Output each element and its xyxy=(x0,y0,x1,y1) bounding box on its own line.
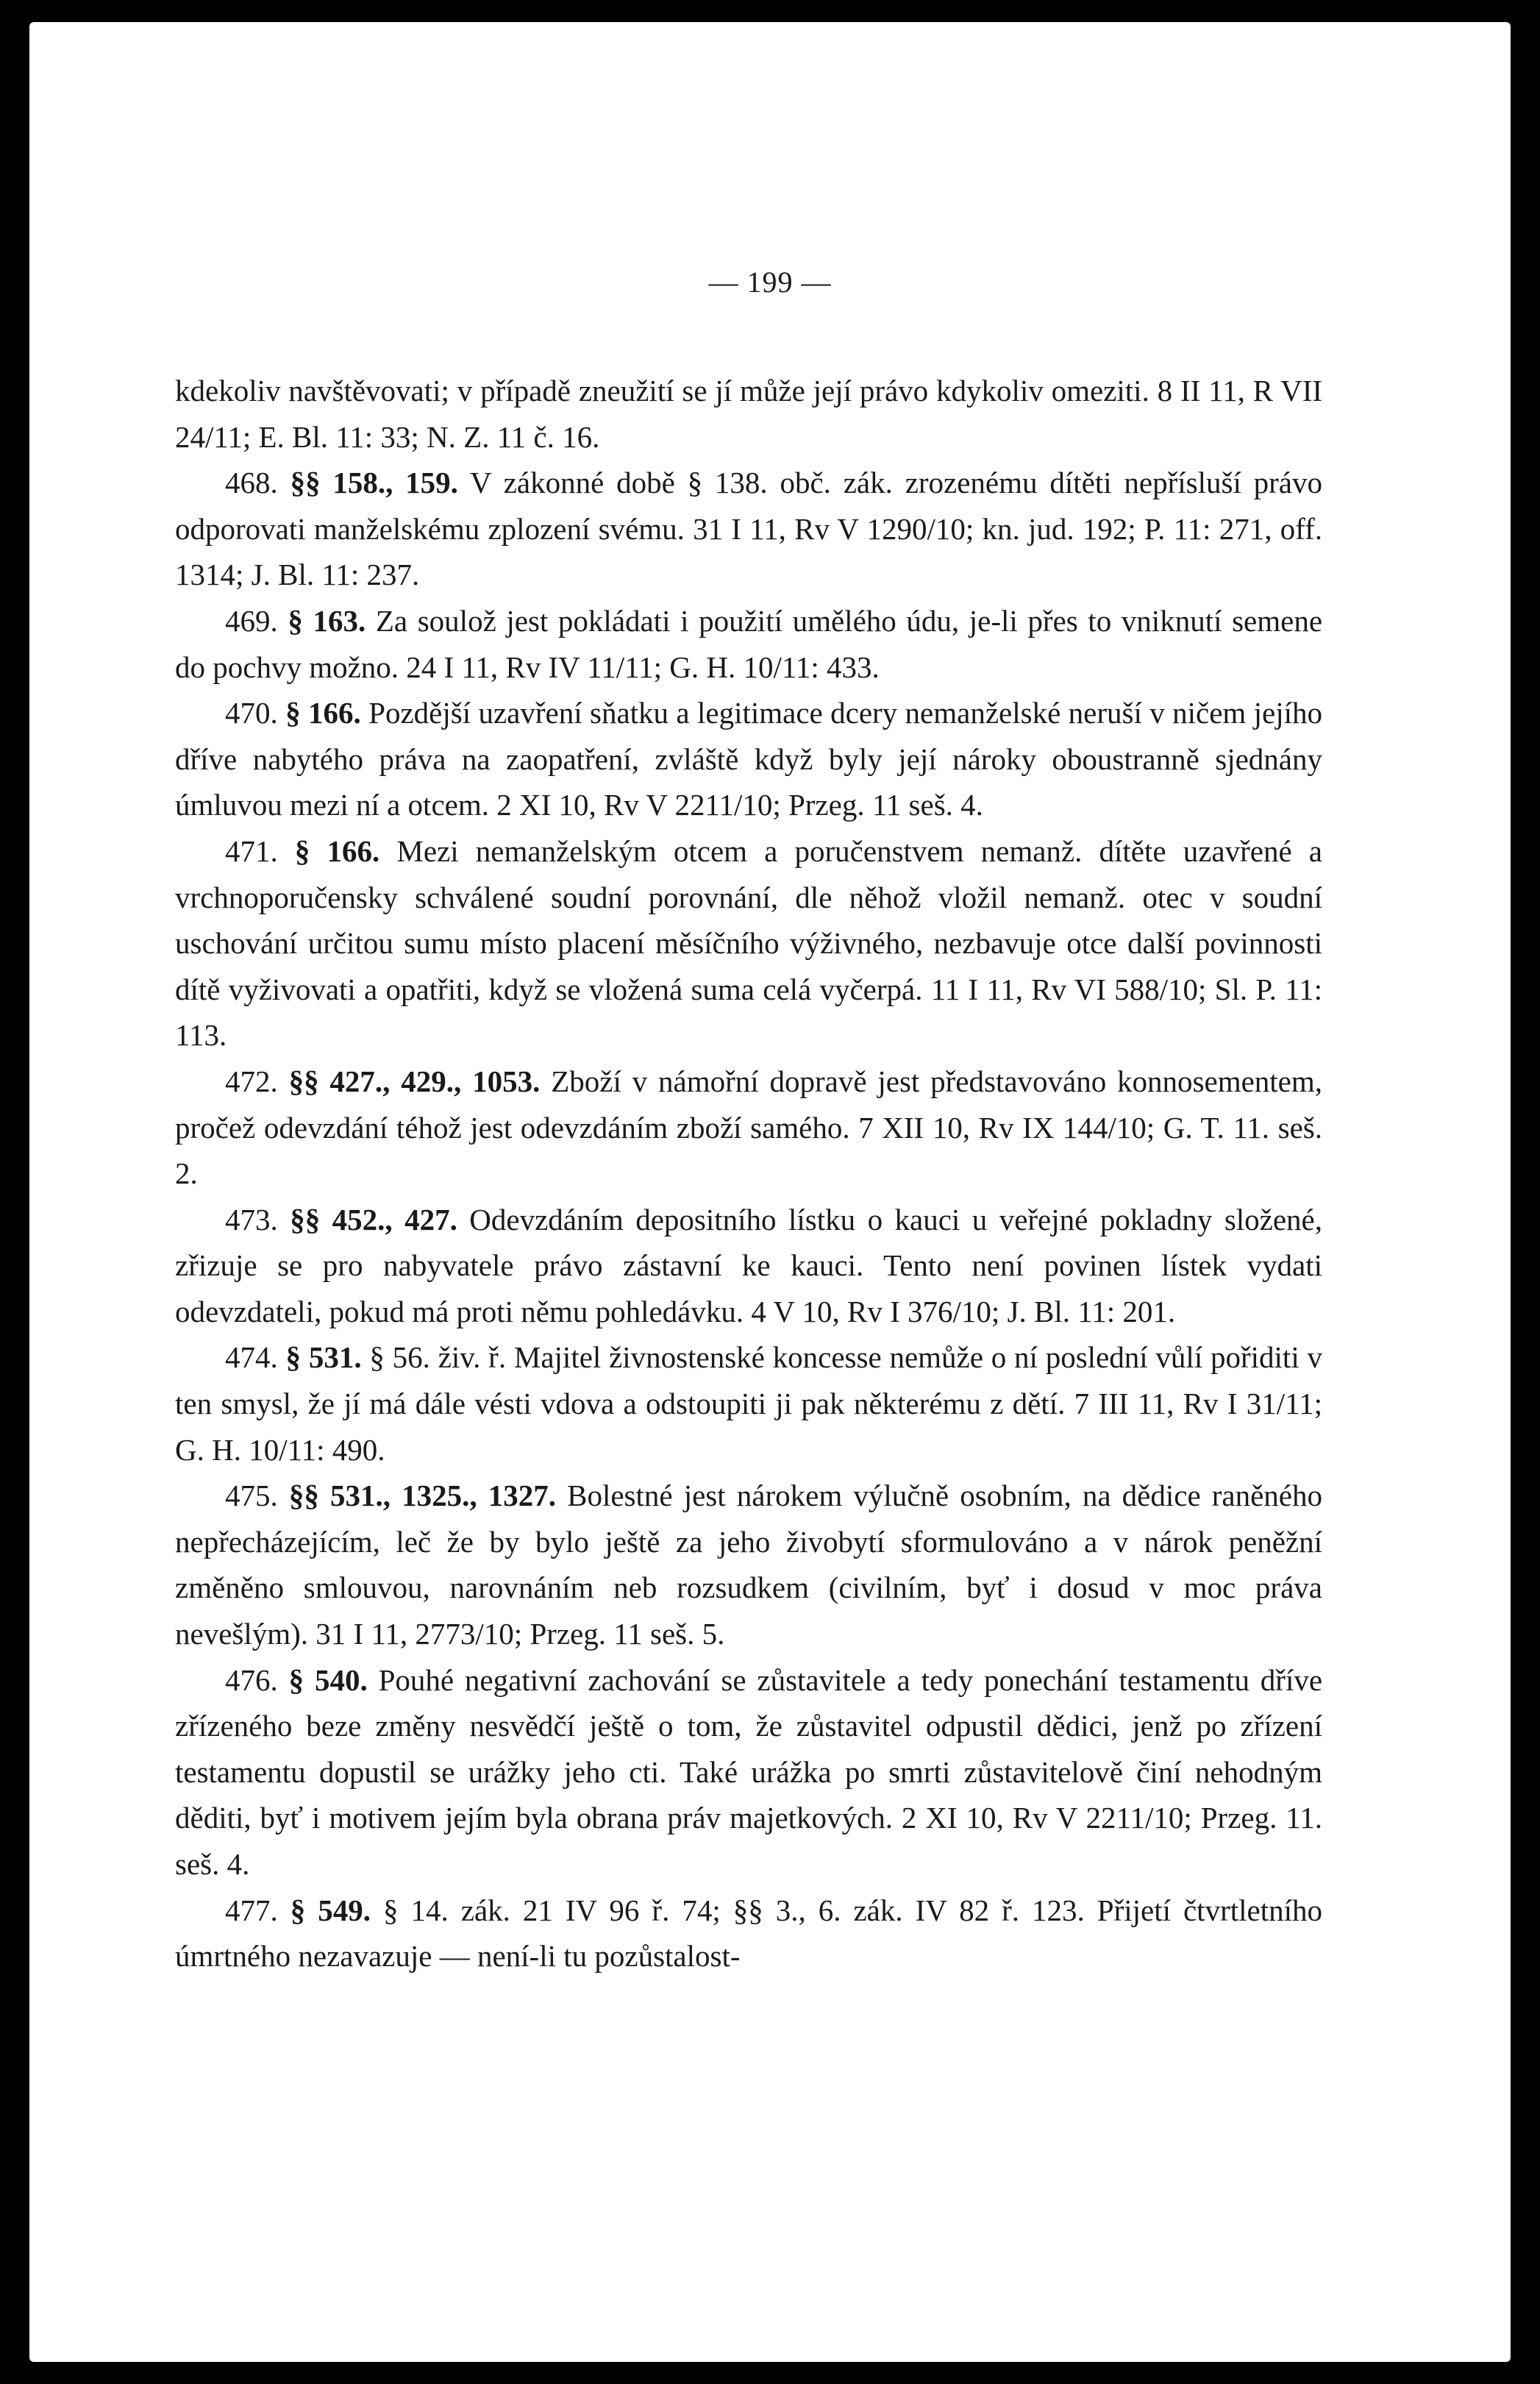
entry-470 xyxy=(175,690,1322,828)
entry-text: § 14. zák. 21 IV 96 ř. 74; §§ 3., 6. zák. IV 82 ř. 123. Přijetí čtvrtletního úmrtného nezavazuje — není-li tu pozůstalost- xyxy=(175,1893,1322,1974)
entry-text: Mezi nemanželským otcem a poručenstvem nemanž. dítěte uzavřené a vrchnoporučensky schválené soudní porovnání, dle něhož vložil nemanž. otec v soudní uschování určitou sumu místo placení měsíčního výživného, nezbavuje otce další povinnosti dítě vyživovati a opatřiti, když se vložená suma celá vyčerpá. 11 I 11, Rv VI 588/10; Sl. P. 11: 113. xyxy=(175,833,1323,1053)
entry-472 xyxy=(175,1058,1322,1197)
entry-number: 469. xyxy=(225,603,278,638)
entry-number: 472. xyxy=(225,1064,278,1098)
entry-text: Pouhé negativní zachování se zůstavitele a tedy ponechání testamentu dříve zřízeného beze změny nesvědčí ještě o tom, že zůstavitel odpustil dědici, jenž po zřízení testamentu dopustil se urážky jeho cti. Také urážka po smrti zůstavitelově činí nehodným děditi, byť i motivem jejím byla obrana práv majetkových. 2 XI 10, Rv V 2211/10; Przeg. 11. seš. 4. xyxy=(175,1662,1323,1881)
entry-sections: § 540. xyxy=(288,1662,368,1697)
continued-paragraph: kdekoliv navštěvovati; v případě zneužití se jí může její právo kdykoliv omeziti. 8 II 11, R VII 24/11; E. Bl. 11: 33; N. Z. 11 č. 16. xyxy=(175,374,1322,454)
text-body xyxy=(175,368,1322,1979)
book-page xyxy=(29,22,1511,2362)
entry-sections: § 531. xyxy=(285,1340,362,1375)
entry-number: 477. xyxy=(225,1893,278,1927)
entry-number: 474. xyxy=(225,1340,278,1375)
entry-text: Zboží v námořní dopravě jest představováno konnosementem, pročež odevzdání téhož jest odevzdáním zboží samého. 7 XII 10, Rv IX 144/10; G. T. 11. seš. 2. xyxy=(175,1064,1323,1191)
entry-sections: §§ 158., 159. xyxy=(290,466,458,500)
entry-sections: § 549. xyxy=(290,1893,371,1927)
entry-473 xyxy=(175,1197,1322,1335)
entry-sections: § 166. xyxy=(285,696,361,730)
entry-474 xyxy=(175,1334,1322,1473)
entry-sections: §§ 452., 427. xyxy=(290,1202,457,1237)
page-number: — 199 — xyxy=(708,266,832,299)
entry-text: Pozdější uzavření sňatku a legitimace dcery nemanželské neruší v ničem jejího dříve nabytého práva na zaopatření, zvláště když byly její nároky oboustranně sjednány úmluvou mezi ní a otcem. 2 XI 10, Rv V 2211/10; Przeg. 11 seš. 4. xyxy=(175,696,1323,822)
entry-number: 468. xyxy=(225,466,278,500)
entry-text: Odevzdáním depositního lístku o kauci u veřejné pokladny složené, zřizuje se pro nabyvatele právo zástavní ke kauci. Tento není povinen lístek vydati odevzdateli, pokud má proti němu pohledávku. 4 V 10, Rv I 376/10; J. Bl. 11: 201. xyxy=(175,1202,1323,1328)
entry-sections: §§ 531., 1325., 1327. xyxy=(288,1479,556,1513)
entry-477 xyxy=(175,1887,1322,1979)
entry-text: § 56. živ. ř. Majitel živnostenské koncesse nemůže o ní poslední vůlí pořiditi v ten smysl, že jí má dále vésti vdova a odstoupiti ji pak některému z dětí. 7 III 11, Rv I 31/11; G. H. 10/11: 490. xyxy=(175,1340,1323,1467)
entry-text: V zákonné době § 138. obč. zák. zrozenému dítěti nepřísluší právo odporovati manželskému zplození svému. 31 I 11, Rv V 1290/10; kn. jud. 192; P. 11: 271, off. 1314; J. Bl. 11: 237. xyxy=(175,466,1323,592)
entry-sections: §§ 427., 429., 1053. xyxy=(288,1064,541,1098)
entry-number: 476. xyxy=(225,1662,278,1697)
entry-number: 473. xyxy=(225,1202,278,1237)
entry-469 xyxy=(175,598,1322,690)
entry-number: 475. xyxy=(225,1479,278,1513)
entry-476 xyxy=(175,1657,1322,1887)
entry-471 xyxy=(175,828,1322,1058)
entry-sections: § 166. xyxy=(294,833,380,868)
entry-sections: § 163. xyxy=(288,603,366,638)
entry-number: 471. xyxy=(225,833,278,868)
entry-475 xyxy=(175,1473,1322,1657)
entry-468 xyxy=(175,460,1322,598)
entry-number: 470. xyxy=(225,696,278,730)
entry-text: Za soulož jest pokládati i použití umělého údu, je-li přes to vniknutí semene do pochvy možno. 24 I 11, Rv IV 11/11; G. H. 10/11: 433. xyxy=(175,603,1323,684)
entry-text: Bolestné jest nárokem výlučně osobním, na dědice raněného nepřecházejícím, leč že by bylo ještě za jeho živobytí sformulováno a v nárok peněžní změněno smlouvou, narovnáním neb rozsudkem (civilním, byť i dosud v moc práva nevešlým). 31 I 11, 2773/10; Przeg. 11 seš. 5. xyxy=(175,1479,1323,1651)
